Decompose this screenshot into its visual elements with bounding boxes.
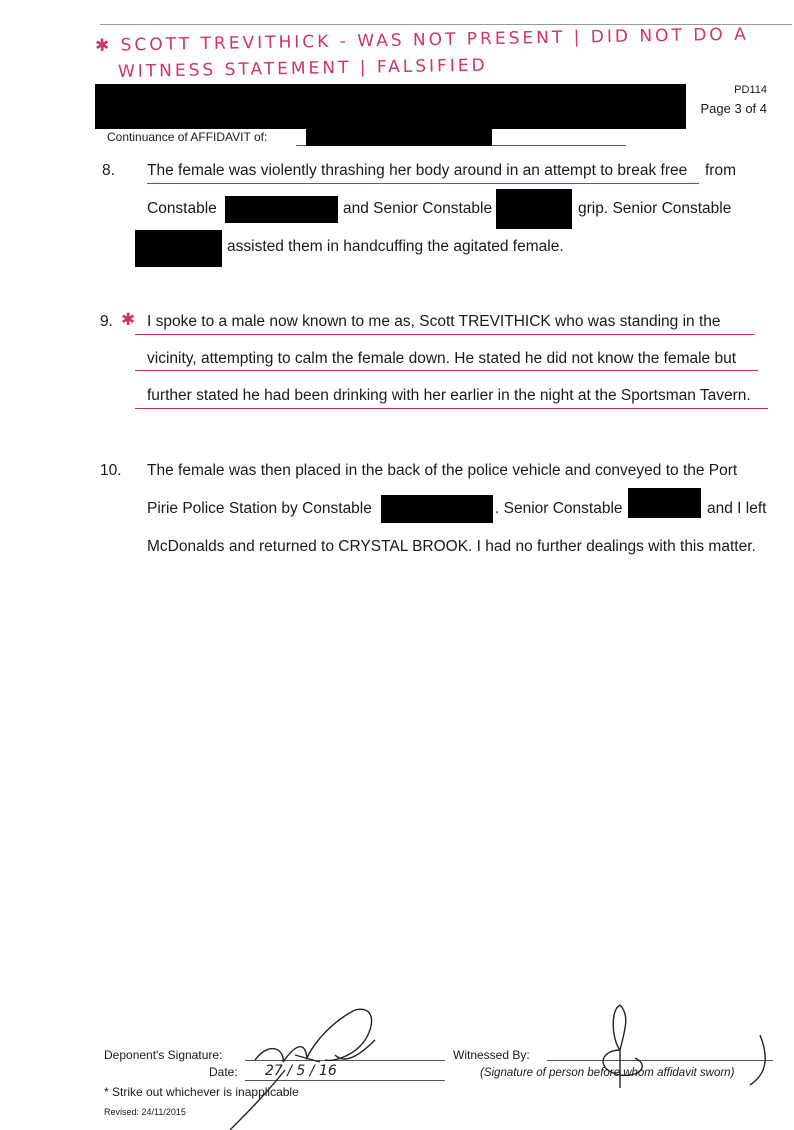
witnessed-by-label: Witnessed By:: [453, 1048, 530, 1062]
underline-p9-l3: [135, 408, 768, 409]
asterisk-mark: ✱: [94, 35, 113, 56]
page-number: Page 3 of 4: [700, 101, 767, 116]
revised-date: Revised: 24/11/2015: [104, 1107, 186, 1117]
form-code: PD114: [734, 84, 767, 96]
deponent-signature-label: Deponent's Signature:: [104, 1048, 223, 1062]
paragraph-8-line-3: assisted them in handcuffing the agitated female.: [227, 238, 564, 255]
paragraph-9-line-1: I spoke to a male now known to me as, Scott TREVITHICK who was standing in the: [147, 313, 721, 330]
redaction-deponent-name: [306, 128, 492, 146]
strike-out-note: * Strike out whichever is inapplicable: [104, 1085, 299, 1099]
redaction-senior-constable-3: [628, 488, 701, 518]
redaction-constable-1: [225, 196, 338, 223]
underline-p9-l1: [135, 334, 755, 335]
paragraph-8-number: 8.: [102, 162, 115, 179]
redaction-senior-constable-1: [496, 189, 572, 229]
handwritten-annotation-line-2: [118, 56, 488, 82]
witness-signature: [590, 1000, 780, 1090]
underline-p8-l1: [147, 183, 699, 184]
redaction-header: [95, 84, 686, 129]
annotation-text-2: WITNESS STATEMENT | FALSIFIED: [117, 55, 488, 82]
paragraph-8-line-2b: and Senior Constable: [343, 200, 493, 217]
paragraph-9-line-3: further stated he had been drinking with her earlier in the night at the Sportsman Tavern.: [147, 387, 751, 404]
paragraph-8-line-1-end: from: [705, 162, 736, 179]
deponent-signature: [225, 1000, 425, 1130]
paragraph-9-number: 9.: [100, 313, 113, 330]
redaction-constable-2: [381, 495, 493, 523]
paragraph-10-line-2b: . Senior Constable: [495, 500, 623, 517]
date-label: Date:: [209, 1065, 238, 1079]
paragraph-8-line-2a: Constable: [147, 200, 217, 217]
paragraph-8-line-1: The female was violently thrashing her body around in an attempt to break free: [147, 162, 688, 179]
date-value: 27 / 5 / 16: [265, 1063, 337, 1079]
paragraph-10-number: 10.: [100, 462, 122, 479]
handwritten-annotation-line-1: [95, 25, 749, 56]
paragraph-9-line-2: vicinity, attempting to calm the female down. He stated he did not know the female but: [147, 350, 737, 367]
paragraph-10-line-3: McDonalds and returned to CRYSTAL BROOK. I had no further dealings with this matter.: [147, 538, 756, 555]
paragraph-10-line-1: The female was then placed in the back of the police vehicle and conveyed to the Port: [147, 462, 738, 479]
underline-p9-l2: [135, 370, 758, 371]
annotation-text-1: SCOTT TREVITHICK - WAS NOT PRESENT | DID NOT DO A: [120, 24, 749, 56]
margin-star-mark: ✱: [121, 310, 136, 329]
paragraph-10-line-2a: Pirie Police Station by Constable: [147, 500, 372, 517]
continuance-label: Continuance of AFFIDAVIT of:: [107, 130, 268, 144]
redaction-senior-constable-2: [135, 230, 222, 267]
witness-caption: (Signature of person before whom affidavit sworn): [480, 1067, 735, 1079]
paragraph-8-line-2c: grip. Senior Constable: [578, 200, 732, 217]
paragraph-10-line-2c: and I left: [707, 500, 767, 517]
